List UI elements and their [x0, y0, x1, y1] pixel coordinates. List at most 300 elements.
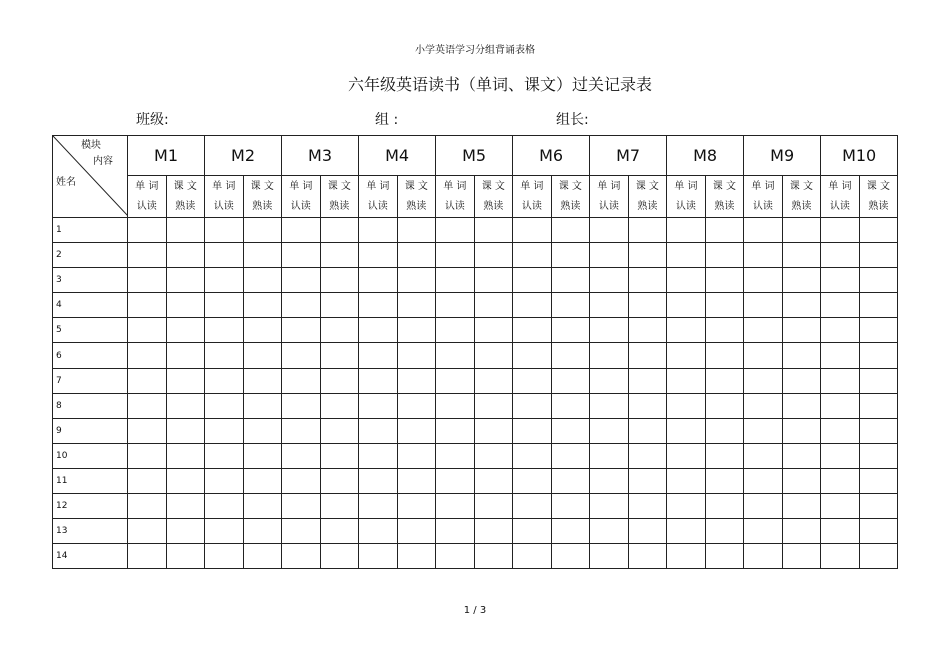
- record-cell[interactable]: [859, 218, 898, 243]
- record-cell[interactable]: [436, 268, 475, 293]
- record-cell[interactable]: [667, 268, 706, 293]
- record-cell[interactable]: [821, 218, 860, 243]
- record-cell[interactable]: [166, 418, 205, 443]
- record-cell[interactable]: [628, 343, 667, 368]
- record-cell[interactable]: [821, 268, 860, 293]
- record-cell[interactable]: [166, 468, 205, 493]
- record-cell[interactable]: [436, 343, 475, 368]
- record-cell[interactable]: [590, 418, 629, 443]
- record-cell[interactable]: [359, 293, 398, 318]
- record-cell[interactable]: [628, 519, 667, 544]
- record-cell[interactable]: [205, 443, 244, 468]
- record-cell[interactable]: [243, 393, 282, 418]
- record-cell[interactable]: [474, 544, 513, 569]
- record-cell[interactable]: [821, 468, 860, 493]
- record-cell[interactable]: [205, 318, 244, 343]
- record-cell[interactable]: [474, 318, 513, 343]
- record-cell[interactable]: [474, 393, 513, 418]
- record-cell[interactable]: [205, 343, 244, 368]
- record-cell[interactable]: [705, 494, 744, 519]
- record-cell[interactable]: [282, 519, 321, 544]
- record-cell[interactable]: [859, 544, 898, 569]
- record-cell[interactable]: [282, 343, 321, 368]
- record-cell[interactable]: [205, 418, 244, 443]
- record-cell[interactable]: [705, 418, 744, 443]
- record-cell[interactable]: [166, 368, 205, 393]
- record-cell[interactable]: [243, 268, 282, 293]
- record-cell[interactable]: [282, 443, 321, 468]
- record-cell[interactable]: [397, 243, 436, 268]
- record-cell[interactable]: [205, 243, 244, 268]
- record-cell[interactable]: [628, 243, 667, 268]
- record-cell[interactable]: [436, 468, 475, 493]
- record-cell[interactable]: [667, 218, 706, 243]
- record-cell[interactable]: [590, 318, 629, 343]
- record-cell[interactable]: [205, 519, 244, 544]
- record-cell[interactable]: [667, 418, 706, 443]
- record-cell[interactable]: [205, 293, 244, 318]
- record-cell[interactable]: [243, 418, 282, 443]
- record-cell[interactable]: [397, 519, 436, 544]
- record-cell[interactable]: [513, 468, 552, 493]
- record-cell[interactable]: [782, 218, 821, 243]
- record-cell[interactable]: [667, 318, 706, 343]
- word-reading-header: 单 词 认读: [744, 176, 783, 218]
- record-cell[interactable]: [243, 368, 282, 393]
- record-cell[interactable]: [859, 393, 898, 418]
- record-cell[interactable]: [667, 494, 706, 519]
- record-cell[interactable]: [551, 268, 590, 293]
- record-cell[interactable]: [821, 519, 860, 544]
- record-cell[interactable]: [782, 393, 821, 418]
- record-cell[interactable]: [551, 218, 590, 243]
- record-cell[interactable]: [859, 243, 898, 268]
- record-cell[interactable]: [782, 243, 821, 268]
- record-cell[interactable]: [782, 468, 821, 493]
- record-cell[interactable]: [359, 368, 398, 393]
- record-cell[interactable]: [744, 468, 783, 493]
- table-row: [53, 268, 898, 293]
- record-cell[interactable]: [320, 268, 359, 293]
- record-cell[interactable]: [667, 293, 706, 318]
- record-cell[interactable]: [243, 293, 282, 318]
- record-cell[interactable]: [705, 368, 744, 393]
- record-cell[interactable]: [397, 393, 436, 418]
- record-cell[interactable]: [474, 343, 513, 368]
- record-cell[interactable]: [205, 268, 244, 293]
- record-cell[interactable]: [282, 468, 321, 493]
- record-cell[interactable]: [744, 418, 783, 443]
- record-cell[interactable]: [397, 418, 436, 443]
- record-cell[interactable]: [744, 293, 783, 318]
- record-cell[interactable]: [166, 318, 205, 343]
- record-cell[interactable]: [513, 519, 552, 544]
- record-cell[interactable]: [821, 343, 860, 368]
- record-cell[interactable]: [821, 418, 860, 443]
- record-cell[interactable]: [551, 393, 590, 418]
- record-cell[interactable]: [551, 418, 590, 443]
- record-cell[interactable]: [166, 218, 205, 243]
- record-cell[interactable]: [551, 494, 590, 519]
- record-cell[interactable]: [474, 468, 513, 493]
- record-cell[interactable]: [744, 544, 783, 569]
- record-cell[interactable]: [320, 343, 359, 368]
- word-reading-header: 单 词 认读: [128, 176, 167, 218]
- record-cell[interactable]: [744, 443, 783, 468]
- record-cell[interactable]: [782, 418, 821, 443]
- record-cell[interactable]: [359, 494, 398, 519]
- record-cell[interactable]: [474, 293, 513, 318]
- record-cell[interactable]: [821, 318, 860, 343]
- record-cell[interactable]: [282, 218, 321, 243]
- record-cell[interactable]: [590, 268, 629, 293]
- record-cell[interactable]: [359, 393, 398, 418]
- row-number: 3: [53, 268, 128, 293]
- record-cell[interactable]: [128, 468, 167, 493]
- module-header: M1: [128, 136, 205, 176]
- record-cell[interactable]: [705, 293, 744, 318]
- record-cell[interactable]: [397, 468, 436, 493]
- record-cell[interactable]: [166, 393, 205, 418]
- record-cell[interactable]: [628, 468, 667, 493]
- record-cell[interactable]: [128, 243, 167, 268]
- record-cell[interactable]: [667, 519, 706, 544]
- record-cell[interactable]: [513, 544, 552, 569]
- record-cell[interactable]: [667, 368, 706, 393]
- record-cell[interactable]: [436, 418, 475, 443]
- record-cell[interactable]: [513, 218, 552, 243]
- record-cell[interactable]: [859, 519, 898, 544]
- record-cell[interactable]: [590, 218, 629, 243]
- table-row: [53, 368, 898, 393]
- record-cell[interactable]: [667, 544, 706, 569]
- record-cell[interactable]: [628, 544, 667, 569]
- record-cell[interactable]: [320, 443, 359, 468]
- record-cell[interactable]: [628, 218, 667, 243]
- record-cell[interactable]: [243, 243, 282, 268]
- record-cell[interactable]: [551, 468, 590, 493]
- record-cell[interactable]: [628, 494, 667, 519]
- record-cell[interactable]: [128, 393, 167, 418]
- record-cell[interactable]: [859, 293, 898, 318]
- record-cell[interactable]: [243, 443, 282, 468]
- record-cell[interactable]: [436, 544, 475, 569]
- record-cell[interactable]: [782, 343, 821, 368]
- record-cell[interactable]: [744, 268, 783, 293]
- record-cell[interactable]: [551, 343, 590, 368]
- text-reading-header: 课 文 熟读: [551, 176, 590, 218]
- record-cell[interactable]: [628, 268, 667, 293]
- module-header: M8: [667, 136, 744, 176]
- record-cell[interactable]: [320, 368, 359, 393]
- record-cell[interactable]: [590, 494, 629, 519]
- document-title: 六年级英语读书（单词、课文）过关记录表: [347, 75, 652, 94]
- record-cell[interactable]: [320, 218, 359, 243]
- record-cell[interactable]: [821, 393, 860, 418]
- row-number: 7: [53, 368, 128, 393]
- record-cell[interactable]: [513, 494, 552, 519]
- record-cell[interactable]: [705, 519, 744, 544]
- record-cell[interactable]: [436, 368, 475, 393]
- record-cell[interactable]: [782, 519, 821, 544]
- record-cell[interactable]: [128, 443, 167, 468]
- record-cell[interactable]: [128, 418, 167, 443]
- record-cell[interactable]: [859, 268, 898, 293]
- record-cell[interactable]: [436, 293, 475, 318]
- record-cell[interactable]: [590, 519, 629, 544]
- record-cell[interactable]: [128, 343, 167, 368]
- record-cell[interactable]: [590, 343, 629, 368]
- record-cell[interactable]: [513, 368, 552, 393]
- record-cell[interactable]: [513, 318, 552, 343]
- record-cell[interactable]: [744, 368, 783, 393]
- record-cell[interactable]: [744, 393, 783, 418]
- record-cell[interactable]: [320, 243, 359, 268]
- record-cell[interactable]: [282, 243, 321, 268]
- record-cell[interactable]: [705, 243, 744, 268]
- record-cell[interactable]: [436, 243, 475, 268]
- record-cell[interactable]: [551, 318, 590, 343]
- record-cell[interactable]: [590, 393, 629, 418]
- record-cell[interactable]: [474, 243, 513, 268]
- record-cell[interactable]: [782, 494, 821, 519]
- record-cell[interactable]: [782, 443, 821, 468]
- record-cell[interactable]: [205, 468, 244, 493]
- record-cell[interactable]: [705, 544, 744, 569]
- record-cell[interactable]: [667, 343, 706, 368]
- record-cell[interactable]: [744, 519, 783, 544]
- record-cell[interactable]: [128, 519, 167, 544]
- record-cell[interactable]: [359, 318, 398, 343]
- record-cell[interactable]: [320, 494, 359, 519]
- record-cell[interactable]: [205, 393, 244, 418]
- record-cell[interactable]: [128, 293, 167, 318]
- record-cell[interactable]: [821, 544, 860, 569]
- record-cell[interactable]: [128, 268, 167, 293]
- record-cell[interactable]: [551, 443, 590, 468]
- record-cell[interactable]: [628, 318, 667, 343]
- record-cell[interactable]: [397, 218, 436, 243]
- record-cell[interactable]: [628, 418, 667, 443]
- record-cell[interactable]: [821, 443, 860, 468]
- record-cell[interactable]: [859, 418, 898, 443]
- record-cell[interactable]: [397, 343, 436, 368]
- record-cell[interactable]: [320, 544, 359, 569]
- record-cell[interactable]: [474, 368, 513, 393]
- record-cell[interactable]: [128, 318, 167, 343]
- record-cell[interactable]: [474, 418, 513, 443]
- record-cell[interactable]: [166, 443, 205, 468]
- text-reading-header: 课 文 熟读: [397, 176, 436, 218]
- record-cell[interactable]: [397, 318, 436, 343]
- record-cell[interactable]: [282, 368, 321, 393]
- record-cell[interactable]: [166, 494, 205, 519]
- record-cell[interactable]: [282, 393, 321, 418]
- record-cell[interactable]: [166, 293, 205, 318]
- record-cell[interactable]: [859, 343, 898, 368]
- record-cell[interactable]: [551, 243, 590, 268]
- record-cell[interactable]: [359, 268, 398, 293]
- record-cell[interactable]: [859, 318, 898, 343]
- record-cell[interactable]: [590, 368, 629, 393]
- record-cell[interactable]: [243, 218, 282, 243]
- record-cell[interactable]: [243, 544, 282, 569]
- record-cell[interactable]: [243, 343, 282, 368]
- record-cell[interactable]: [474, 494, 513, 519]
- record-cell[interactable]: [551, 519, 590, 544]
- record-cell[interactable]: [359, 468, 398, 493]
- record-cell[interactable]: [282, 544, 321, 569]
- record-cell[interactable]: [513, 268, 552, 293]
- record-cell[interactable]: [436, 218, 475, 243]
- record-cell[interactable]: [628, 293, 667, 318]
- record-cell[interactable]: [320, 393, 359, 418]
- record-cell[interactable]: [744, 343, 783, 368]
- record-cell[interactable]: [282, 268, 321, 293]
- table-row: [53, 218, 898, 243]
- record-cell[interactable]: [513, 443, 552, 468]
- record-cell[interactable]: [320, 468, 359, 493]
- record-cell[interactable]: [128, 494, 167, 519]
- record-cell[interactable]: [744, 318, 783, 343]
- record-cell[interactable]: [436, 494, 475, 519]
- record-cell[interactable]: [397, 544, 436, 569]
- record-cell[interactable]: [359, 418, 398, 443]
- record-cell[interactable]: [166, 544, 205, 569]
- record-cell[interactable]: [320, 519, 359, 544]
- record-cell[interactable]: [320, 293, 359, 318]
- record-cell[interactable]: [705, 393, 744, 418]
- record-cell[interactable]: [436, 393, 475, 418]
- record-cell[interactable]: [667, 243, 706, 268]
- record-cell[interactable]: [397, 268, 436, 293]
- record-cell[interactable]: [859, 494, 898, 519]
- record-cell[interactable]: [359, 343, 398, 368]
- record-cell[interactable]: [243, 318, 282, 343]
- record-cell[interactable]: [513, 243, 552, 268]
- record-cell[interactable]: [513, 293, 552, 318]
- record-cell[interactable]: [705, 443, 744, 468]
- record-cell[interactable]: [744, 243, 783, 268]
- record-cell[interactable]: [436, 318, 475, 343]
- module-header: M4: [359, 136, 436, 176]
- record-cell[interactable]: [436, 519, 475, 544]
- record-cell[interactable]: [628, 443, 667, 468]
- table-row: [53, 243, 898, 268]
- record-cell[interactable]: [859, 443, 898, 468]
- record-cell[interactable]: [397, 368, 436, 393]
- record-cell[interactable]: [282, 418, 321, 443]
- record-cell[interactable]: [782, 268, 821, 293]
- record-cell[interactable]: [705, 318, 744, 343]
- record-cell[interactable]: [513, 343, 552, 368]
- record-cell[interactable]: [397, 443, 436, 468]
- record-cell[interactable]: [359, 519, 398, 544]
- module-header: M5: [436, 136, 513, 176]
- record-cell[interactable]: [166, 243, 205, 268]
- record-cell[interactable]: [513, 393, 552, 418]
- record-cell[interactable]: [205, 544, 244, 569]
- record-cell[interactable]: [821, 293, 860, 318]
- record-cell[interactable]: [667, 393, 706, 418]
- record-cell[interactable]: [590, 443, 629, 468]
- record-cell[interactable]: [551, 293, 590, 318]
- record-cell[interactable]: [551, 368, 590, 393]
- record-cell[interactable]: [705, 218, 744, 243]
- record-cell[interactable]: [282, 318, 321, 343]
- record-cell[interactable]: [782, 544, 821, 569]
- record-cell[interactable]: [359, 443, 398, 468]
- record-cell[interactable]: [782, 318, 821, 343]
- record-cell[interactable]: [436, 443, 475, 468]
- record-cell[interactable]: [628, 368, 667, 393]
- record-cell[interactable]: [667, 443, 706, 468]
- record-cell[interactable]: [821, 368, 860, 393]
- record-cell[interactable]: [705, 468, 744, 493]
- record-cell[interactable]: [744, 218, 783, 243]
- record-cell[interactable]: [397, 494, 436, 519]
- record-cell[interactable]: [243, 519, 282, 544]
- module-header: M10: [821, 136, 898, 176]
- record-cell[interactable]: [667, 468, 706, 493]
- table-row: [53, 343, 898, 368]
- record-cell[interactable]: [397, 293, 436, 318]
- record-cell[interactable]: [320, 318, 359, 343]
- record-cell[interactable]: [205, 494, 244, 519]
- record-cell[interactable]: [782, 293, 821, 318]
- record-cell[interactable]: [513, 418, 552, 443]
- record-cell[interactable]: [590, 243, 629, 268]
- record-cell[interactable]: [551, 544, 590, 569]
- record-cell[interactable]: [359, 218, 398, 243]
- record-cell[interactable]: [320, 418, 359, 443]
- record-cell[interactable]: [859, 468, 898, 493]
- record-cell[interactable]: [744, 494, 783, 519]
- record-cell[interactable]: [705, 268, 744, 293]
- record-cell[interactable]: [128, 218, 167, 243]
- record-cell[interactable]: [474, 268, 513, 293]
- record-cell[interactable]: [166, 268, 205, 293]
- record-cell[interactable]: [128, 544, 167, 569]
- record-cell[interactable]: [128, 368, 167, 393]
- record-cell[interactable]: [821, 494, 860, 519]
- record-cell[interactable]: [243, 468, 282, 493]
- record-cell[interactable]: [859, 368, 898, 393]
- record-cell[interactable]: [590, 293, 629, 318]
- record-cell[interactable]: [590, 468, 629, 493]
- record-cell[interactable]: [166, 343, 205, 368]
- record-cell[interactable]: [474, 519, 513, 544]
- record-cell[interactable]: [705, 343, 744, 368]
- record-cell[interactable]: [628, 393, 667, 418]
- word-reading-header: 单 词 认读: [205, 176, 244, 218]
- row-number: 13: [53, 519, 128, 544]
- record-cell[interactable]: [474, 443, 513, 468]
- record-cell[interactable]: [205, 218, 244, 243]
- record-cell[interactable]: [359, 243, 398, 268]
- row-number: 11: [53, 468, 128, 493]
- record-cell[interactable]: [282, 494, 321, 519]
- record-cell[interactable]: [243, 494, 282, 519]
- record-cell[interactable]: [474, 218, 513, 243]
- record-cell[interactable]: [590, 544, 629, 569]
- record-cell[interactable]: [205, 368, 244, 393]
- record-cell[interactable]: [782, 368, 821, 393]
- record-cell[interactable]: [166, 519, 205, 544]
- record-cell[interactable]: [282, 293, 321, 318]
- record-cell[interactable]: [821, 243, 860, 268]
- record-cell[interactable]: [359, 544, 398, 569]
